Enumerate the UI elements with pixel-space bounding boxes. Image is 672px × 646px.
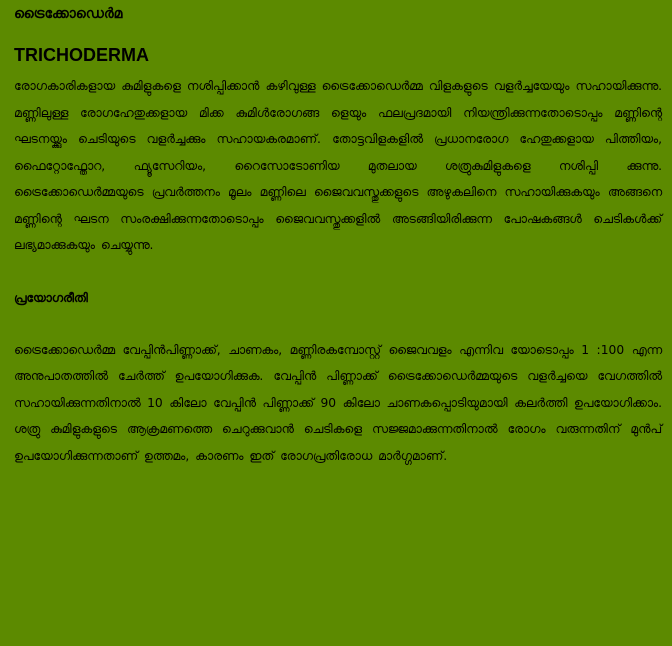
- malayalam-title: ട്രൈക്കോഡെർമ: [14, 6, 123, 22]
- method-paragraph: ട്രൈക്കോഡെർമ്മ വേപ്പിൻപിണ്ണാക്ക്, ചാണകം, മണ്ണിരകമ്പോസ്റ്റ് ജൈവവളം എന്നിവ യോടൊപ്പം 1 :100 എന്ന അനുപാതത്തിൽ ചേർത്ത് ഉപയോഗിക്കുക. വേപ്പിൻ പിണ്ണാക്ക് ട്രൈക്കോഡെർമ്മയുടെ വളർച്ചയെ വേഗത്തിൽ സഹായിക്കുന്നതിനാൽ 10 കിലോ വേപ്പിൻ പിണ്ണാക്ക് 90 കിലോ ചാണകപ്പൊടിയുമായി കലർത്തി ഉപയോഗിക്കാം. ശത്രു കുമിളുകളുടെ ആക്രമണത്തെ ചെറുക്കുവാൻ ചെടികളെ സജ്ജമാക്കുന്നതിനാൽ രോഗം വരുന്നതിന് മുൻപ് ഉപയോഗിക്കുന്നതാണ് ഉത്തമം, കാരണം ഇത് രോഗപ്രതിരോധ മാർഗ്ഗമാണ്.: [14, 342, 662, 463]
- intro-paragraph: രോഗകാരികളായ കുമിളുകളെ നശിപ്പിക്കാൻ കഴിവുള്ള ട്രൈക്കോഡെർമ്മ വിളകളുടെ വളർച്ചയേയും സഹായിക്കുന്നു. മണ്ണിലുള്ള രോഗഹേതുക്കളായ മിക്ക കുമിൾരോഗങ്ങ ളെയും ഫലപ്രദമായി നിയന്ത്രിക്കുന്നതോടൊപ്പം മണ്ണിന്റെ ഘടനയ്ക്കും ചെടിയുടെ വളർച്ചക്കും സഹായകരമാണ്. തോട്ടവിളകളിൽ പ്രധാനരോഗ ഹേതുക്കളായ പിത്തിയം, ഫൈറ്റോഫ്തോറ, ഫ്യൂസേറിയം, റൈസോടോണിയ മുതലായ ശത്രുകുമിളുകളെ നശിപ്പി ക്കുന്നു. ട്രൈക്കോഡെർമ്മയുടെ പ്രവർത്തനം മൂലം മണ്ണിലെ ജൈവവസ്തുക്കളുടെ അഴുകലിനെ സഹായിക്കുകയും അങ്ങനെ മണ്ണിന്റെ ഘടന സംരക്ഷിക്കുന്നതോടൊപ്പം ജൈവവസ്തുക്കളിൽ അടങ്ങിയിരിക്കുന്ന പോഷകങ്ങൾ ചെടികൾക്ക് ലഭ്യമാക്കുകയും ചെയ്യുന്നു.: [14, 79, 662, 252]
- english-title: TRICHODERMA: [14, 45, 149, 65]
- method-heading: പ്രയോഗരീതി: [14, 290, 88, 305]
